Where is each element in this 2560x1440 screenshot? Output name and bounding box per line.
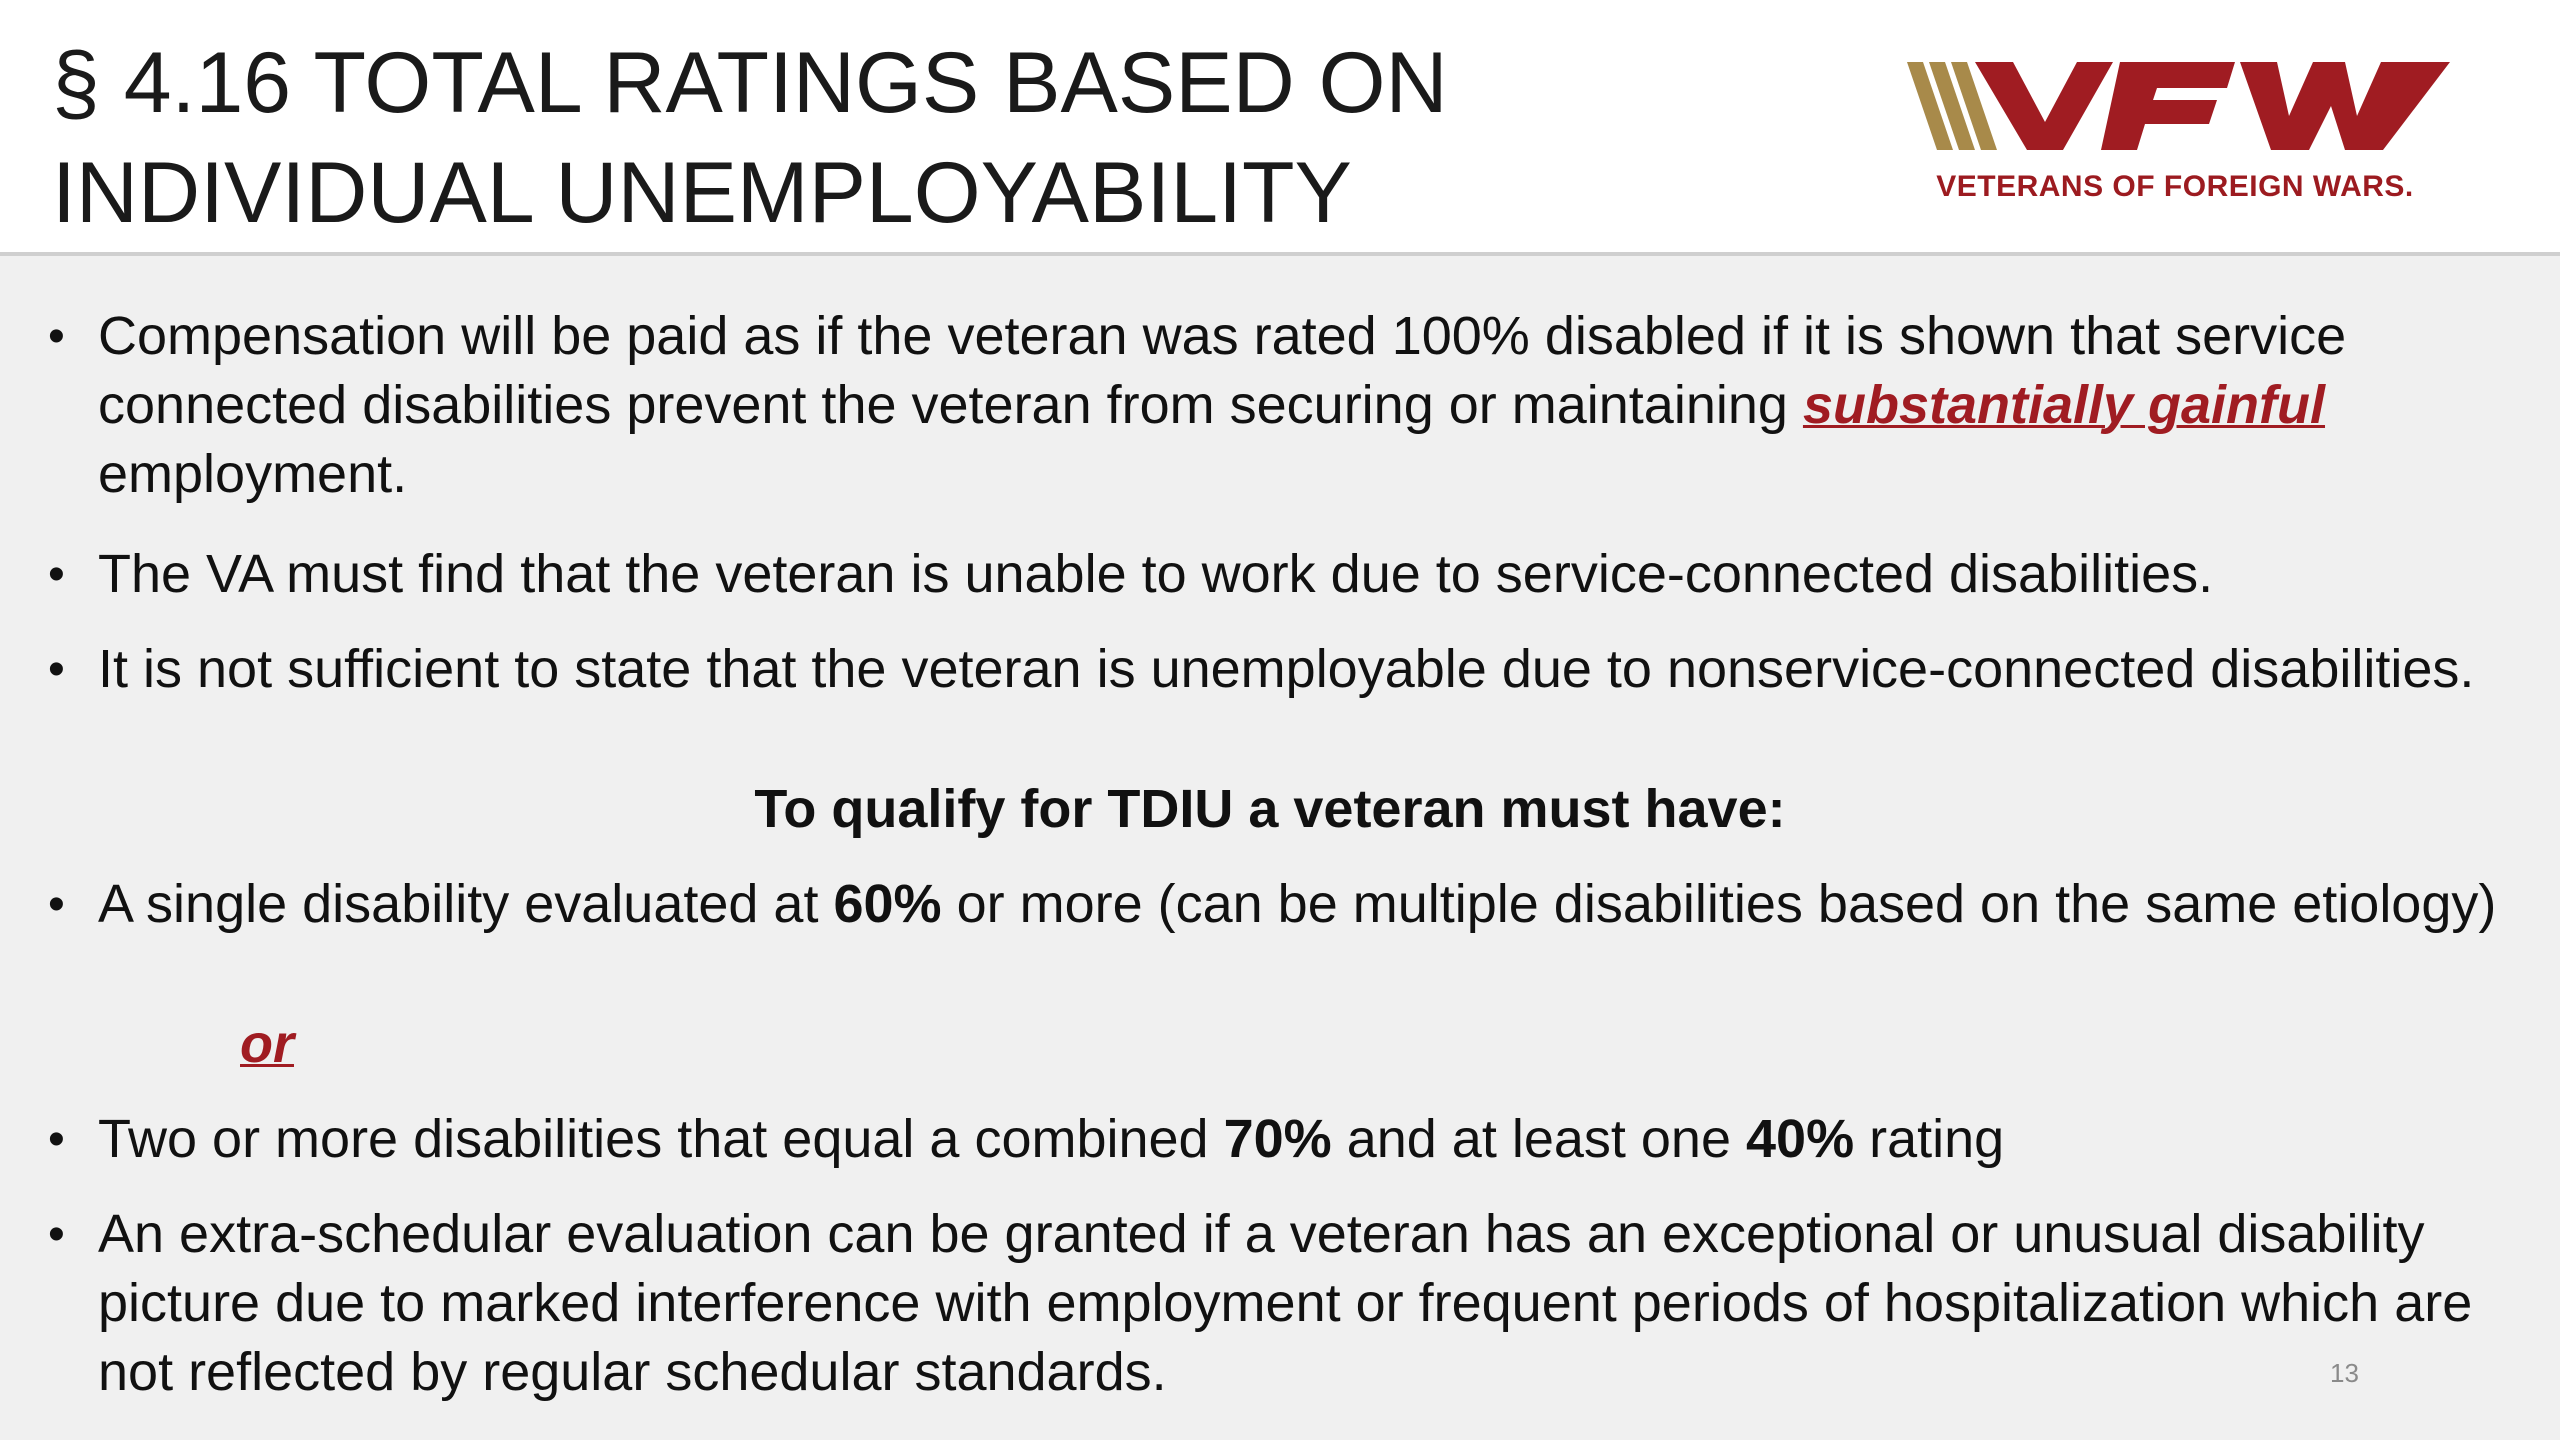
forty-percent: 40% bbox=[1746, 1109, 1855, 1169]
bullet-compensation bbox=[98, 302, 2498, 509]
title-line-1: § 4.16 TOTAL RATINGS BASED ON bbox=[52, 35, 1448, 131]
page-number: 13 bbox=[2330, 1358, 2359, 1388]
or-separator-text: or bbox=[240, 1014, 294, 1074]
vfw-logo bbox=[1905, 50, 2465, 215]
vfw-logo-mark bbox=[1905, 50, 2450, 165]
bullet-extra-schedular: • An extra-schedular evaluation can be granted if a veteran has an exceptional or unusual disability picture due to marked interference with employment or frequent periods of hospitalization which are not reflected by regular schedular standards. bbox=[98, 1200, 2498, 1407]
slide-title bbox=[52, 28, 1448, 248]
slide-header bbox=[0, 0, 2560, 256]
bullet-two-or-more-mid: and at least one bbox=[1331, 1109, 1746, 1169]
bullet-compensation-text: Compensation will be paid as if the veteran was rated 100% disabled if it is shown that service connected disabilities prevent the veteran from securing or maintaining bbox=[98, 306, 2347, 435]
bullet-two-or-more-end: rating bbox=[1854, 1109, 2005, 1169]
bullet-not-sufficient: • It is not sufficient to state that the veteran is unemployable due to nonservice-connected disabilities. bbox=[98, 635, 2498, 704]
title-line-2: INDIVIDUAL UNEMPLOYABILITY bbox=[52, 145, 1352, 241]
seventy-percent: 70% bbox=[1223, 1109, 1332, 1169]
bullet-single-disability-end: or more (can be multiple disabilities based on the same etiology) bbox=[941, 874, 2497, 934]
bullet-single-disability-text: A single disability evaluated at bbox=[98, 874, 834, 934]
bullet-va-must-find: • The VA must find that the veteran is unable to work due to service-connected disabilities. bbox=[98, 540, 2498, 609]
vfw-logo-subtitle: VETERANS OF FOREIGN WARS. bbox=[1936, 170, 2414, 203]
bullet-single-disability bbox=[98, 870, 2498, 939]
sixty-percent: 60% bbox=[833, 874, 942, 934]
substantially-gainful-emphasis: substantially gainful bbox=[1802, 375, 2326, 435]
bullet-two-or-more bbox=[98, 1105, 2498, 1174]
bullet-two-or-more-text: Two or more disabilities that equal a combined bbox=[98, 1109, 1224, 1169]
or-separator bbox=[240, 1010, 294, 1079]
bullet-compensation-end: employment. bbox=[98, 444, 408, 504]
tdiu-qualify-heading: To qualify for TDIU a veteran must have: bbox=[754, 779, 1786, 839]
